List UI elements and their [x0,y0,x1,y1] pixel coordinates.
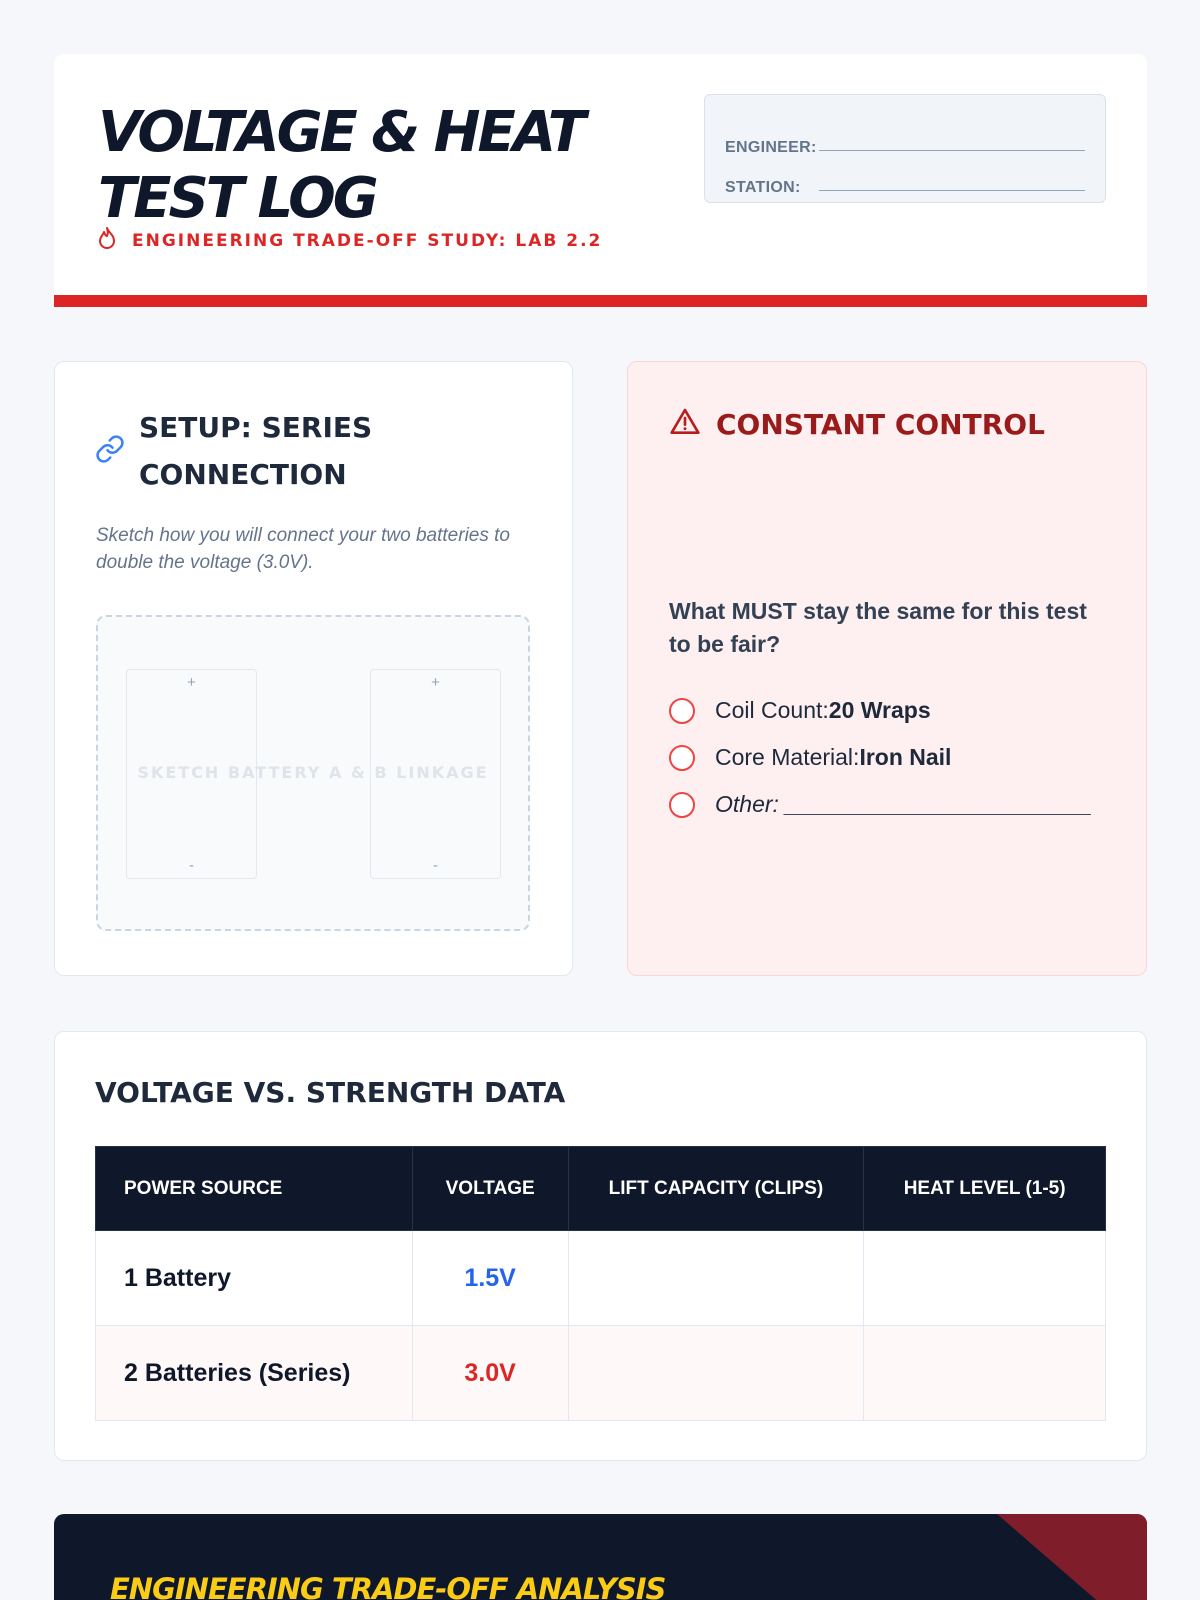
corner-accent [997,1514,1147,1600]
radio-button[interactable] [669,698,695,724]
heat-level-cell[interactable] [864,1231,1106,1326]
constant-control-card [627,361,1147,976]
option-label: Core Material: [715,744,860,770]
column-header-voltage: VOLTAGE [412,1147,568,1231]
identification-box [704,94,1106,203]
lift-capacity-cell[interactable] [568,1326,864,1421]
voltage-cell: 1.5V [412,1231,568,1326]
flame-icon [96,226,118,255]
data-card [54,1031,1147,1461]
setup-header [95,404,439,498]
station-field[interactable] [819,190,1085,191]
power-source-cell: 1 Battery [96,1231,413,1326]
option-label: Coil Count: [715,697,829,723]
control-question: What MUST stay the same for this test to be fair? [669,598,1087,657]
engineer-field[interactable] [819,150,1085,151]
warning-triangle-icon [668,406,702,443]
option-other-label: Other: ________________________ [715,791,1093,817]
page-title-line-2: TEST LOG [98,166,376,231]
battery-b-positive: + [431,674,440,691]
column-header-heat: HEAT LEVEL (1-5) [864,1147,1106,1231]
sketch-area[interactable] [96,615,530,931]
subtitle-row [96,226,602,255]
option-other[interactable] [669,781,1092,828]
column-header-lift: LIFT CAPACITY (CLIPS) [568,1147,864,1231]
option-core-material[interactable] [669,734,1092,781]
heat-level-cell[interactable] [864,1326,1106,1421]
page-title [98,100,583,232]
setup-title: SETUP: SERIES CONNECTION [139,411,373,491]
radio-button[interactable] [669,745,695,771]
table-row [96,1231,1106,1326]
column-header-power-source: POWER SOURCE [96,1147,413,1231]
voltage-cell: 3.0V [412,1326,568,1421]
data-table [95,1146,1106,1421]
power-source-cell: 2 Batteries (Series) [96,1326,413,1421]
data-title: VOLTAGE VS. STRENGTH DATA [95,1076,566,1109]
radio-button[interactable] [669,792,695,818]
control-options [669,687,1092,828]
sketch-placeholder-label: SKETCH BATTERY A & B LINKAGE [137,763,489,782]
battery-a-negative: - [189,857,194,874]
battery-a-positive: + [187,674,196,691]
table-row [96,1326,1106,1421]
battery-b-negative: - [433,857,438,874]
setup-description: Sketch how you will connect your two batteries to double the voltage (3.0V). [96,525,510,573]
option-value: Iron Nail [859,744,952,770]
link-icon [95,434,125,469]
control-header [668,406,1045,443]
control-title: CONSTANT CONTROL [716,408,1045,441]
engineer-label: ENGINEER: [725,139,817,156]
table-header-row [96,1147,1106,1231]
analysis-title: ENGINEERING TRADE-OFF ANALYSIS [110,1572,666,1600]
station-row [725,157,1085,197]
setup-card [54,361,573,976]
header-card [54,54,1147,307]
page-title-line-1: VOLTAGE & HEAT [98,100,583,165]
option-value: 20 Wraps [828,697,931,723]
page-subtitle: ENGINEERING TRADE-OFF STUDY: LAB 2.2 [132,230,603,251]
station-label: STATION: [725,179,801,196]
lift-capacity-cell[interactable] [568,1231,864,1326]
engineer-row [725,117,1085,157]
analysis-card [54,1514,1147,1600]
option-coil-count[interactable] [669,687,1092,734]
